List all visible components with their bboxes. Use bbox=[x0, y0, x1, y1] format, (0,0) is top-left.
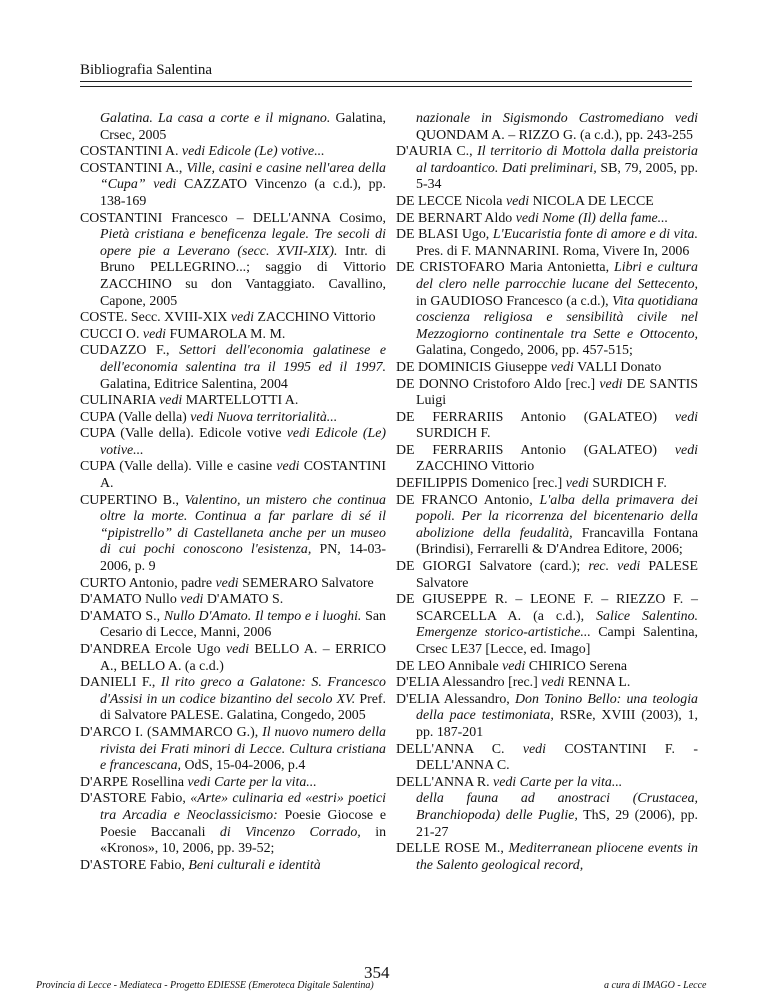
bibliography-entry bbox=[80, 791, 386, 857]
entry-text: Galatina, Crsec, 2005 bbox=[100, 111, 387, 143]
entry-text: DE BERNART Aldo bbox=[396, 210, 516, 226]
bibliography-entry bbox=[80, 459, 386, 492]
entry-text: CUPA (Valle della). Edicole votive bbox=[80, 426, 287, 442]
entry-text: COSTANTINI A. bbox=[100, 459, 386, 492]
entry-text: D'ANDREA Ercole Ugo bbox=[80, 642, 226, 657]
footer-credit-right: a cura di IMAGO - Lecce bbox=[604, 980, 707, 991]
entry-text: CHIRICO Serena bbox=[525, 658, 628, 674]
bibliography-entry bbox=[396, 592, 698, 658]
entry-italic-text: Il nuovo numero della rivista dei Frati minori di Lecce. Cultura cristiana e francescana, bbox=[100, 724, 386, 774]
right-column bbox=[396, 111, 698, 874]
entry-text: DE GIUSEPPE R. – LEONE F. – RIEZZO F. – SCARCELLA A. (a c.d.), bbox=[396, 592, 698, 624]
entry-italic-text: vedi bbox=[565, 476, 589, 492]
entry-text: DELL'ANNA R. bbox=[396, 774, 494, 790]
entry-italic-text: vedi bbox=[522, 741, 546, 757]
entry-text: San Cesario di Lecce, Manni, 2006 bbox=[100, 608, 386, 641]
entry-italic-text: Don Tonino Bello: una teologia della pace testimoniata, bbox=[416, 691, 699, 724]
entry-text: DE CRISTOFARO Maria Antonietta, bbox=[396, 260, 614, 276]
bibliography-entry bbox=[396, 659, 698, 676]
entry-text: in GAUDIOSO Francesco (a c.d.), bbox=[416, 293, 613, 309]
entry-italic-text: vedi Nome (Il) della fame... bbox=[515, 210, 669, 226]
bibliography-entry bbox=[396, 194, 698, 211]
entry-italic-text: della fauna ad anostraci (Crustacea, Branchiopoda) delle Puglie, bbox=[416, 791, 698, 823]
bibliography-entry bbox=[80, 775, 386, 792]
entry-text: DEFILIPPIS Domenico [rec.] bbox=[396, 476, 566, 492]
entry-text: PN, 14-03-2006, p. 9 bbox=[100, 542, 386, 575]
entry-italic-text: Valentino, un mistero che continua oltre la morte. Continua a far parlare di sé il “pipistrello” di Castellaneta anche per un museo di cui pochi conoscono l'esistenza, bbox=[100, 492, 386, 558]
entry-text: DE LECCE Nicola bbox=[396, 193, 506, 209]
entry-text: FUMAROLA M. M. bbox=[166, 326, 286, 342]
entry-text: CUCCI O. bbox=[80, 326, 143, 342]
entry-italic-text: vedi bbox=[599, 376, 623, 392]
entry-italic-text: vedi bbox=[674, 409, 698, 425]
bibliography-entry bbox=[80, 161, 386, 211]
entry-text: DE SANTIS Luigi bbox=[416, 376, 698, 409]
entry-italic-text: vedi bbox=[180, 592, 204, 608]
entry-italic-text: vedi bbox=[215, 575, 239, 591]
entry-text: DELL'ANNA C. bbox=[396, 741, 523, 757]
entry-italic-text: vedi bbox=[674, 442, 698, 458]
entry-text: Intr. di Bruno PELLEGRINO...; saggio di Vittorio ZACCHINO su don Vantaggiato. Cavallino, Capone, 2005 bbox=[100, 243, 386, 309]
entry-text: DE LEO Annibale bbox=[396, 658, 503, 674]
bibliography-entry bbox=[80, 675, 386, 725]
entry-text: ZACCHINO Vittorio bbox=[416, 459, 535, 475]
bibliography-entry bbox=[80, 576, 386, 593]
entry-text: SB, 79, 2005, pp. 5-34 bbox=[416, 160, 698, 193]
entry-text: MARTELLOTTI A. bbox=[182, 393, 299, 409]
entry-text: COSTANTINI F. - DELL'ANNA C. bbox=[416, 741, 699, 774]
bibliography-entry bbox=[80, 144, 386, 161]
bibliography-entry bbox=[80, 310, 386, 327]
bibliography-entry bbox=[396, 227, 698, 260]
entry-italic-text: Il territorio di Mottola dalla preistoria al tardoantico. Dati preliminari, bbox=[416, 144, 698, 176]
entry-italic-text: Galatina. La casa a corte e il mignano. bbox=[100, 111, 331, 126]
entry-italic-text: vedi bbox=[225, 642, 250, 657]
entry-text: COSTANTINI Francesco – DELL'ANNA Cosimo, bbox=[80, 210, 386, 226]
entry-text: CUPA (Valle della). Ville e casine bbox=[80, 459, 277, 475]
bibliography-entry bbox=[80, 393, 386, 410]
bibliography-entry bbox=[80, 111, 386, 144]
entry-text: D'ARPE Rosellina bbox=[80, 774, 188, 790]
entry-text: D'AMATO Nullo bbox=[80, 592, 181, 608]
entry-italic-text: Settori dell'economia galatinese e dell'economia salentina tra il 1995 ed il 1997. bbox=[100, 343, 386, 375]
entry-text: DE DOMINICIS Giuseppe bbox=[396, 359, 551, 375]
entry-text: DE DONNO Cristoforo Aldo [rec.] bbox=[396, 376, 600, 392]
entry-italic-text: vedi Edicole (Le) votive... bbox=[100, 426, 386, 458]
entry-text: SURDICH F. bbox=[588, 476, 667, 492]
bibliography-entry bbox=[396, 675, 698, 692]
entry-text: CAZZATO Vincenzo (a c.d.), pp. 138-169 bbox=[100, 177, 386, 209]
bibliography-entry bbox=[396, 260, 698, 360]
entry-text: CULINARIA bbox=[80, 393, 160, 409]
entry-text: RSRe, XVIII (2003), 1, pp. 187-201 bbox=[416, 708, 698, 740]
bibliography-entry bbox=[396, 692, 698, 742]
bibliography-entry bbox=[80, 426, 386, 459]
entry-text: D'ARCO I. (SAMMARCO G.), bbox=[80, 724, 263, 740]
entry-italic-text: vedi bbox=[505, 193, 530, 209]
entry-text: CUPA (Valle della) bbox=[80, 409, 191, 425]
bibliography-entry bbox=[80, 410, 386, 427]
entry-italic-text: vedi bbox=[142, 326, 167, 342]
entry-italic-text: vedi bbox=[159, 393, 183, 409]
bibliography-entry bbox=[80, 493, 386, 576]
entry-italic-text: L'alba della primavera dei popoli. Per la ricorrenza del bicentenario della abolizione della feudalità, bbox=[416, 492, 698, 541]
entry-italic-text: L'Eucaristia fonte di amore e di vita. bbox=[492, 227, 698, 243]
entry-text: COSTANTINI A. bbox=[80, 144, 182, 160]
entry-text: SURDICH F. bbox=[416, 426, 491, 442]
entry-text: in «Kronos», 10, 2006, pp. 39-52; bbox=[100, 824, 387, 857]
bibliography-entry bbox=[396, 742, 698, 775]
entry-text: D'AMATO S. bbox=[203, 592, 284, 608]
bibliography-entry bbox=[80, 642, 386, 675]
entry-italic-text: Pietà cristiana e beneficenza legale. Tre secoli di opere pie a Leverano (secc. XVII-XIX). bbox=[100, 227, 386, 259]
entry-text: Campi Salentina, Crsec LE37 [Lecce, ed. Imago] bbox=[416, 625, 698, 657]
entry-italic-text: Nullo D'Amato. Il tempo e i luoghi. bbox=[163, 608, 362, 624]
bibliography-entry bbox=[396, 775, 698, 792]
entry-italic-text: vedi bbox=[276, 459, 300, 475]
bibliography-entry bbox=[80, 858, 386, 875]
entry-italic-text: «Arte» culinaria ed «estri» poetici tra Arcadia e Neoclassicismo: bbox=[100, 791, 386, 823]
entry-text: D'AURIA C., bbox=[396, 144, 478, 160]
bibliography-entry bbox=[396, 377, 698, 410]
entry-italic-text: Libri e cultura del clero nelle parrocchie lucane del Settecento, bbox=[416, 260, 698, 292]
header-rule-thin bbox=[80, 86, 692, 87]
entry-italic-text: di Vincenzo Corrado, bbox=[219, 824, 361, 840]
entry-text: DELLE ROSE M., bbox=[396, 841, 509, 857]
bibliography-entry bbox=[80, 725, 386, 775]
entry-italic-text: Mediterranean pliocene events in the Salento geological record, bbox=[416, 841, 698, 873]
entry-italic-text: vedi bbox=[541, 675, 565, 691]
entry-text: DE FRANCO Antonio, bbox=[396, 492, 540, 508]
bibliography-entry bbox=[396, 111, 698, 144]
entry-text: Galatina, Congedo, 2006, pp. 457-515; bbox=[416, 343, 633, 359]
entry-italic-text: rec. vedi bbox=[588, 559, 641, 575]
entry-italic-text: nazionale in Sigismondo Castromediano vedi bbox=[416, 111, 698, 126]
entry-text: DE FERRARIIS Antonio (GALATEO) bbox=[396, 409, 675, 425]
entry-italic-text: vedi bbox=[230, 310, 254, 326]
entry-text: ZACCHINO Vittorio bbox=[253, 310, 376, 326]
entry-text: OdS, 15-04-2006, p.4 bbox=[181, 758, 306, 774]
entry-text: DE GIORGI Salvatore (card.); bbox=[396, 559, 589, 575]
bibliography-entry bbox=[396, 211, 698, 228]
entry-text: Francavilla Fontana (Brindisi), Ferrarelli & D'Andrea Editore, 2006; bbox=[416, 525, 698, 558]
left-column bbox=[80, 111, 386, 874]
entry-italic-text: vedi Nuova territorialità... bbox=[190, 409, 338, 425]
entry-text: CUPERTINO B., bbox=[80, 492, 185, 508]
bibliography-entry bbox=[80, 592, 386, 609]
entry-text: RENNA L. bbox=[564, 675, 631, 691]
entry-text: DE FERRARIIS Antonio (GALATEO) bbox=[396, 442, 675, 458]
entry-text: PALESE Salvatore bbox=[416, 559, 698, 591]
entry-text: BELLO A. – ERRICO A., BELLO A. (a c.d.) bbox=[100, 642, 387, 674]
bibliography-entry bbox=[396, 410, 698, 443]
entry-text: D'ELIA Alessandro, bbox=[396, 691, 515, 707]
bibliography-entry bbox=[396, 493, 698, 559]
entry-text: COSTANTINI A., bbox=[80, 160, 187, 176]
bibliography-entry bbox=[396, 144, 698, 194]
entry-italic-text: Il rito greco a Galatone: S. Francesco d'Assisi in un codice bizantino del secolo XV. bbox=[100, 675, 386, 707]
page-number: 354 bbox=[364, 963, 390, 982]
bibliography-entry bbox=[80, 343, 386, 393]
bibliography-entry bbox=[80, 211, 386, 311]
bibliography-entry bbox=[396, 443, 698, 476]
entry-text: CUDAZZO F., bbox=[80, 343, 180, 359]
entry-text: Poesie Giocose e Poesie Baccanali bbox=[100, 807, 386, 840]
header-title: Bibliografia Salentina bbox=[80, 62, 213, 78]
entry-text: Galatina, Editrice Salentina, 2004 bbox=[100, 376, 288, 392]
entry-italic-text: Salice Salentino. Emergenze storico-artistiche... bbox=[416, 608, 698, 641]
page-header bbox=[80, 61, 692, 79]
header-rule bbox=[80, 81, 692, 82]
entry-italic-text: Vita quotidiana coscienza religiosa e sensibilità civile nel Mezzogiorno continentale tra Sette e Ottocento, bbox=[416, 293, 698, 342]
bibliography-entry bbox=[80, 327, 386, 344]
entry-text: QUONDAM A. – RIZZO G. (a c.d.), pp. 243-255 bbox=[416, 127, 694, 143]
entry-text: D'ASTORE Fabio, bbox=[80, 857, 189, 873]
bibliography-entry bbox=[396, 559, 698, 592]
entry-text: D'ELIA Alessandro [rec.] bbox=[396, 675, 542, 691]
footer-credit-left: Provincia di Lecce - Mediateca - Progetto EDIESSE (Emeroteca Digitale Salentina) bbox=[36, 980, 374, 991]
entry-text: D'AMATO S., bbox=[80, 608, 164, 624]
bibliography-entry bbox=[396, 476, 698, 493]
entry-text: Pres. di F. MANNARINI. Roma, Vivere In, 2006 bbox=[416, 243, 690, 259]
entry-text: ThS, 29 (2006), pp. 21-27 bbox=[416, 807, 698, 840]
entry-text: Pref. di Salvatore PALESE. Galatina, Congedo, 2005 bbox=[100, 691, 386, 724]
bibliography-entry bbox=[80, 609, 386, 642]
entry-italic-text: vedi Carte per la vita... bbox=[187, 774, 317, 790]
entry-text: DANIELI F., bbox=[80, 675, 161, 691]
entry-text: SEMERARO Salvatore bbox=[238, 575, 374, 591]
entry-italic-text: Ville, casini e casine nell'area della “Cupa” vedi bbox=[100, 160, 386, 193]
entry-italic-text: vedi bbox=[502, 658, 526, 674]
bibliography-entry bbox=[396, 841, 698, 874]
entry-italic-text: Beni culturali e identità bbox=[188, 857, 321, 873]
entry-text: D'ASTORE Fabio, bbox=[80, 791, 191, 807]
bibliography-entry bbox=[396, 791, 698, 841]
entry-italic-text: vedi Carte per la vita... bbox=[493, 774, 623, 790]
entry-text: NICOLA DE LECCE bbox=[529, 193, 654, 209]
entry-text: VALLI Donato bbox=[573, 359, 662, 375]
entry-text: CURTO Antonio, padre bbox=[80, 575, 216, 591]
entry-italic-text: vedi Edicole (Le) votive... bbox=[181, 144, 325, 160]
entry-italic-text: vedi bbox=[550, 359, 574, 375]
entry-text: DE BLASI Ugo, bbox=[396, 227, 493, 243]
bibliography-entry bbox=[396, 360, 698, 377]
entry-text: COSTE. Secc. XVIII-XIX bbox=[80, 310, 231, 326]
